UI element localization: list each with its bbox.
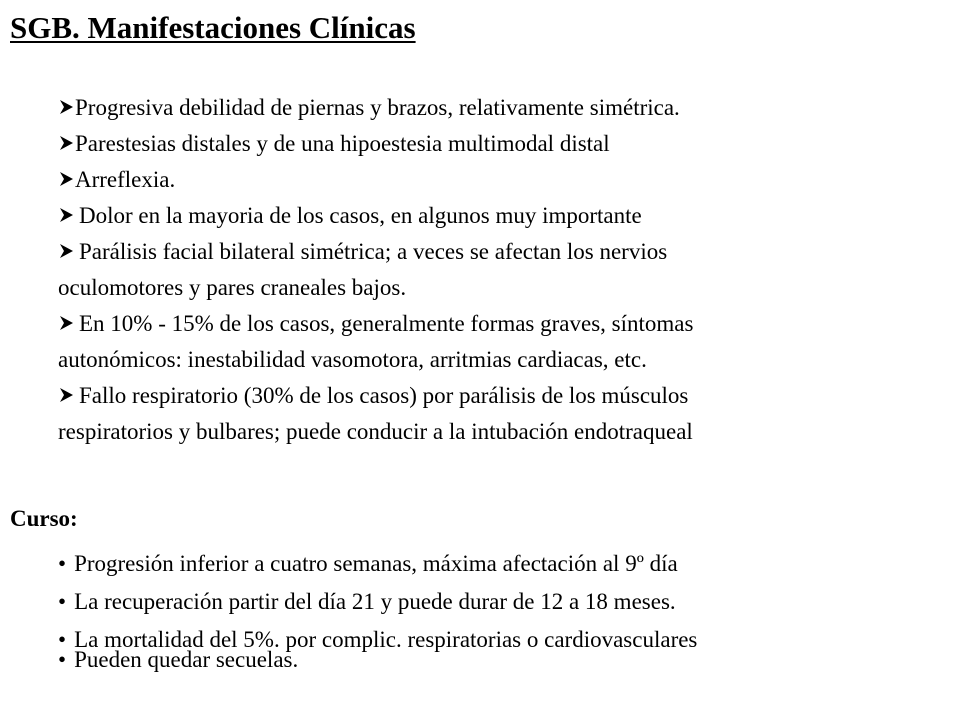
arrowhead-bullet-icon <box>58 385 75 405</box>
list-item-text-continuation: oculomotores y pares craneales bajos. <box>58 275 407 300</box>
list-item-text: Parestesias distales y de una hipoestesia multimodal distal <box>75 131 610 156</box>
arrowhead-bullet-icon <box>58 133 75 153</box>
bullet-dot-icon: • <box>58 627 67 652</box>
list-item <box>58 583 958 621</box>
clinical-manifestations-list <box>58 90 958 450</box>
arrowhead-bullet-icon <box>58 169 75 189</box>
list-item-text: Progresión inferior a cuatro semanas, máxima afectación al 9º día <box>74 551 678 576</box>
bullet-dot-icon: • <box>58 589 67 614</box>
list-item-text: Fallo respiratorio (30% de los casos) por parálisis de los músculos <box>79 383 689 408</box>
list-item-text: La recuperación partir del día 21 y puede durar de 12 a 18 meses. <box>74 589 676 614</box>
list-item <box>58 126 958 162</box>
list-item-text-continuation: respiratorios y bulbares; puede conducir a la intubación endotraqueal <box>58 419 693 444</box>
list-item <box>58 162 958 198</box>
slide-title: SGB. Manifestaciones Clínicas <box>10 10 416 45</box>
list-item <box>58 545 958 583</box>
curso-list <box>58 545 958 679</box>
bullet-dot-icon: • <box>58 647 67 672</box>
list-item-text: Pueden quedar secuelas. <box>74 647 299 672</box>
list-item <box>58 198 958 234</box>
arrowhead-bullet-icon <box>58 205 75 225</box>
list-item-text-continuation: autonómicos: inestabilidad vasomotora, arritmias cardiacas, etc. <box>58 347 647 372</box>
curso-heading: Curso: <box>10 506 78 531</box>
list-item-text: Parálisis facial bilateral simétrica; a veces se afectan los nervios <box>79 239 668 264</box>
arrowhead-bullet-icon <box>58 241 75 261</box>
arrowhead-bullet-icon <box>58 313 75 333</box>
list-item-text: Dolor en la mayoria de los casos, en algunos muy importante <box>79 203 642 228</box>
list-item <box>58 234 958 306</box>
list-item <box>58 378 958 450</box>
list-item-text: Progresiva debilidad de piernas y brazos, relativamente simétrica. <box>75 95 680 120</box>
list-item-text: En 10% - 15% de los casos, generalmente formas graves, síntomas <box>79 311 694 336</box>
list-item <box>58 90 958 126</box>
list-item-text: Arreflexia. <box>75 167 176 192</box>
bullet-dot-icon: • <box>58 551 67 576</box>
list-item <box>58 306 958 378</box>
list-item-text: La mortalidad del 5%. por complic. respiratorias o cardiovasculares <box>74 627 698 652</box>
arrowhead-bullet-icon <box>58 97 75 117</box>
